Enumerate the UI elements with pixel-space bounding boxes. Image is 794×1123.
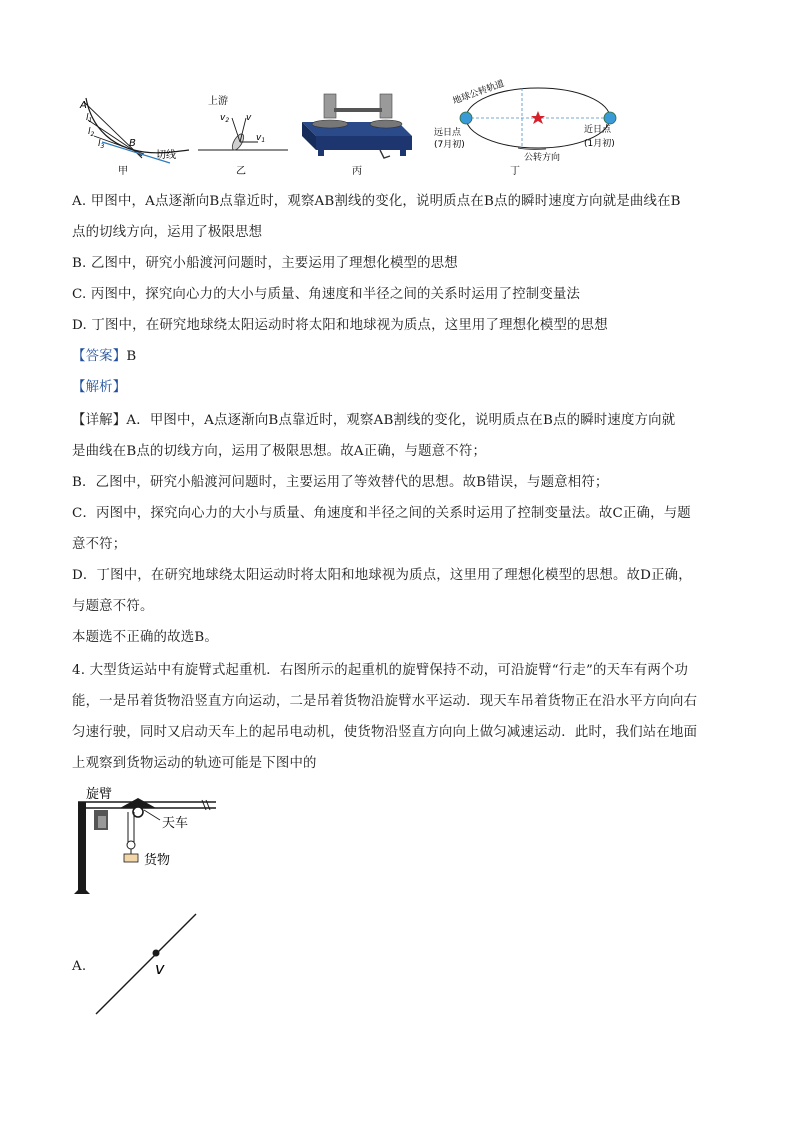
v2-label: $v_2$ — [220, 113, 230, 124]
arm-label: 旋臂 — [86, 787, 113, 802]
trolley-label: 天车 — [162, 816, 189, 831]
hook-pulley — [127, 841, 135, 849]
cargo-point — [153, 950, 160, 957]
figure-ding — [428, 76, 638, 180]
l3-label: $l_3$ — [98, 139, 105, 150]
figure-label-yi: 乙 — [236, 166, 246, 177]
cargo-label: 货物 — [144, 853, 171, 868]
analysis-line-8: 本题选不正确的故选B。 — [72, 630, 218, 645]
analysis-line-4: C．丙图中，探究向心力的大小与质量、角速度和半径之间的关系时运用了控制变量法。故C正确，与题 — [72, 506, 691, 521]
leg-right — [400, 150, 406, 156]
option-c: C. 丙图中，探究向心力的大小与质量、角速度和半径之间的关系时运用了控制变量法 — [72, 287, 581, 302]
analysis-line-7: 与题意不符。 — [72, 599, 154, 614]
figure-bing — [296, 86, 418, 180]
earth-icon-right — [604, 112, 616, 124]
crank-handle — [380, 150, 390, 158]
v-label: v — [246, 113, 252, 123]
pulley-left — [312, 120, 348, 128]
orbit-label: 地球公转轨道 — [451, 78, 506, 107]
arm-bar — [334, 108, 382, 112]
v1-label: $v_1$ — [256, 133, 266, 144]
crane-figure — [72, 782, 222, 900]
tower-left — [324, 94, 336, 118]
far-point-label: 远日点 — [434, 128, 462, 138]
cargo-box — [124, 854, 138, 862]
leg-left — [318, 150, 324, 156]
analysis-line-6: D．丁图中，在研究地球绕太阳运动时将太阳和地球视为质点，这里用了理想化模型的思想。故D正确， — [72, 568, 692, 583]
analysis-line-5: 意不符； — [72, 537, 127, 552]
crane-column — [78, 802, 86, 890]
answer-value: B — [126, 349, 137, 364]
l2-label: $l_2$ — [88, 127, 95, 138]
far-point-time: (7月初) — [434, 140, 465, 150]
option-a-trajectory — [92, 910, 202, 1020]
analysis-line-1: 【详解】A．甲图中，A点逐渐向B点靠近时，观察AB割线的变化，说明质点在B点的瞬时速度方向就 — [72, 413, 676, 428]
direction-label: 公转方向 — [524, 153, 561, 163]
answer-tag: 【答案】 — [72, 349, 127, 364]
pulley-right — [370, 120, 402, 128]
question4-line-4: 上观察到货物运动的轨迹可能是下图中的 — [72, 756, 317, 771]
option-b: B. 乙图中，研究小船渡河问题时，主要运用了理想化模型的思想 — [72, 256, 458, 271]
l1-label: $l_1$ — [86, 113, 93, 124]
earth-icon-left — [460, 112, 472, 124]
near-point-time: (1月初) — [584, 139, 615, 149]
trolley-pointer — [144, 810, 160, 820]
secant-1 — [84, 102, 142, 158]
figure-label-bing: 丙 — [352, 166, 362, 177]
option-a-line1: A. 甲图中，A点逐渐向B点靠近时，观察AB割线的变化，说明质点在B点的瞬时速度方向就是曲线在B — [72, 194, 681, 209]
near-point-label: 近日点 — [584, 125, 612, 135]
analysis-tag: 【解析】 — [72, 380, 127, 395]
crane-base — [74, 886, 90, 894]
motor-inner — [98, 816, 106, 828]
question4-line-1: 4. 大型货运站中有旋臂式起重机．右图所示的起重机的旋臂保持不动，可沿旋臂“行走”的天车有两个功 — [72, 663, 689, 678]
point-a: A — [80, 100, 87, 111]
tangent-label: 切线 — [156, 150, 176, 161]
point-b: B — [129, 138, 136, 149]
analysis-line-2: 是曲线在B点的切线方向，运用了极限思想。故A正确，与题意不符； — [72, 444, 487, 459]
question4-line-3: 匀速行驶，同时又启动天车上的起吊电动机，使货物沿竖直方向向上做匀减速运动．此时，我们站在地面 — [72, 725, 698, 740]
apparatus-front — [316, 136, 412, 150]
trajectory-line — [96, 914, 196, 1014]
option-a-figure-label: A. — [72, 959, 87, 974]
upstream-label: 上游 — [208, 96, 228, 107]
question4-line-2: 能，一是吊着货物沿竖直方向运动，二是吊着货物沿旋臂水平运动．现天车吊着货物正在沿水平方向向右 — [72, 694, 698, 709]
option-a-line2: 点的切线方向，运用了极限思想 — [72, 225, 263, 240]
option-d: D. 丁图中，在研究地球绕太阳运动时将太阳和地球视为质点，这里用了理想化模型的思想 — [72, 318, 608, 333]
figure-yi — [196, 92, 292, 180]
figure-label-jia: 甲 — [118, 166, 128, 177]
velocity-label: v — [155, 959, 165, 978]
tower-right — [380, 94, 392, 118]
analysis-line-3: B．乙图中，研究小船渡河问题时，主要运用了等效替代的思想。故B错误，与题意相符； — [72, 475, 609, 490]
answer-line — [72, 348, 136, 366]
figure-jia — [74, 90, 194, 180]
sun-icon — [531, 111, 545, 124]
figure-label-ding: 丁 — [510, 166, 520, 177]
